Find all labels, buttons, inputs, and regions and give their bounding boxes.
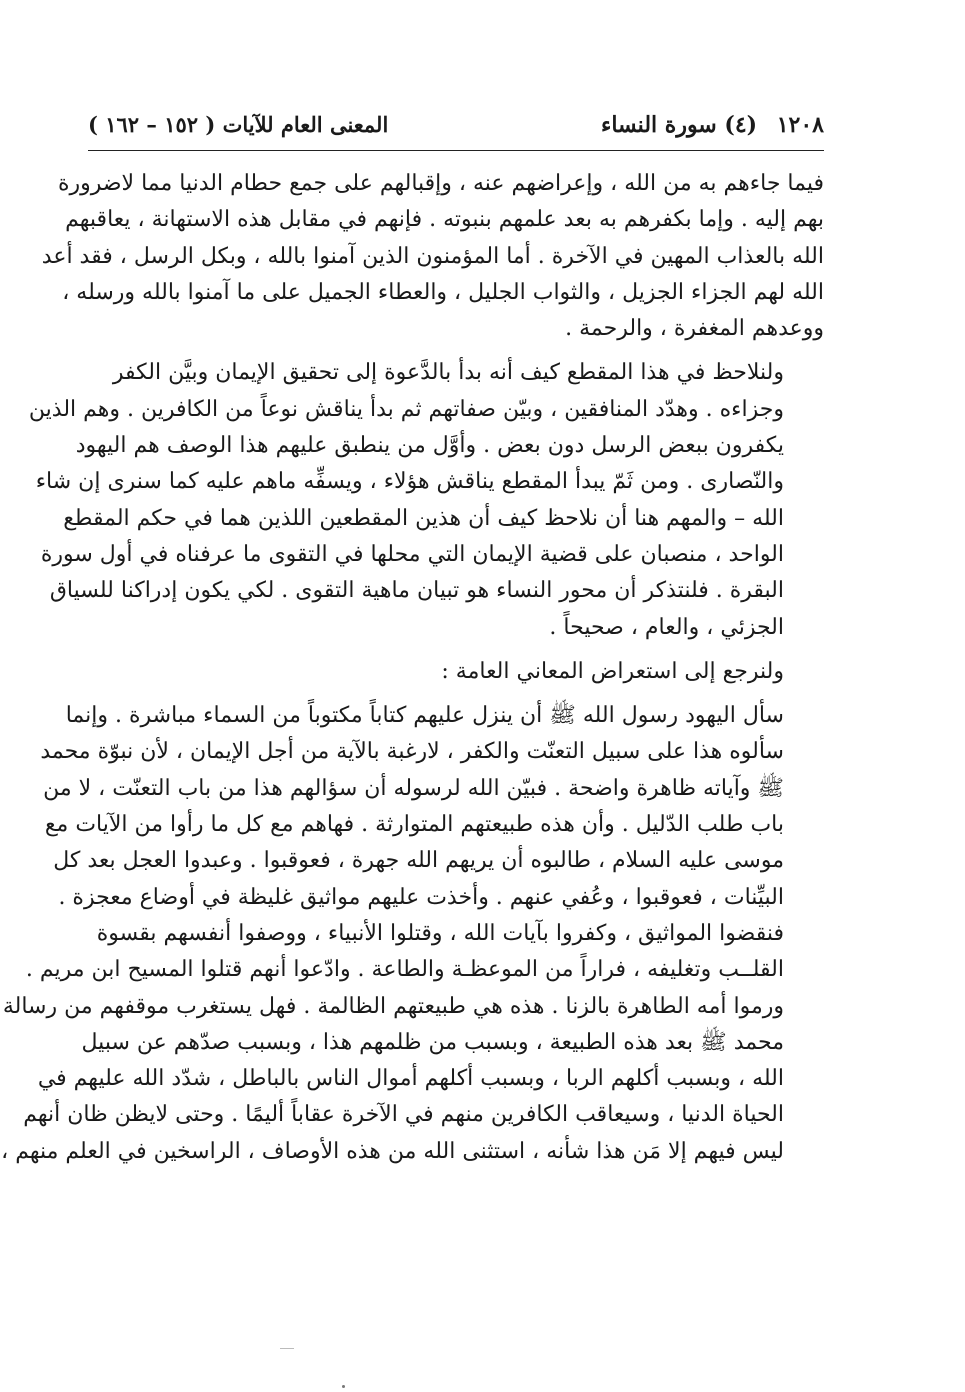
text-line: وجزاءه . وهدّد المنافقين ، وبيّن صفاتهم ثم بدأ يناقش نوعاً من الكافرين . وهم الذين <box>28 396 784 422</box>
text-line: محمد ﷺ بعد هذه الطبيعة ، وبسبب من ظلمهم هذا ، وبسبب صدّهم عن سبيل <box>81 1029 784 1055</box>
text-line: الله لهم الجزاء الجزيل ، والثواب الجليل ، والعطاء الجميل على ما آمنوا بالله ورسله ، <box>62 279 824 305</box>
header-divider <box>88 150 824 151</box>
text-line: سألوه هذا على سبيل التعنّت والكفر ، لارغبة بالآية من أجل الإيمان ، لأن نبوّة محمد <box>40 739 784 765</box>
text-line: الله ، وبسبب أكلهم الربا ، وبسبب أكلهم أموال الناس بالباطل ، شدّد الله عليهم في <box>37 1066 784 1092</box>
text-line: البيِّنات ، فعوقبوا ، وعُفي عنهم . وأخذت عليهم مواثيق غليظة في أوضاع معجزة . <box>58 884 784 910</box>
text-line: ليس فيهم إلا مَن هذا شأنه ، استثنى الله من هذه الأوصاف ، الراسخين في العلم منهم ، <box>1 1138 784 1164</box>
text-line: فنقضوا المواثيق ، وكفروا بآيات الله ، وقتلوا الأنبياء ، ووصفوا أنفسهم بقسوة <box>96 920 784 946</box>
text-line: بهم إليه . وإما بكفرهم به بعد علمهم بنبوته . فإنهم في مقابل هذه الاستهانة ، يعاقبهم <box>65 207 824 233</box>
text-line: القلــب وتغليفه ، فراراً من الموعظـة والطاعة . وادّعوا أنهم قتلوا المسيح ابن مريم . <box>25 957 784 983</box>
text-line: البقرة . فلنتذكر أن محور النساء هو تبيان ماهية التقوى . لكي يكون إدراكنا للسياق <box>49 578 784 604</box>
paragraph-2 <box>28 355 824 645</box>
text-line: ولنلاحظ في هذا المقطع كيف أنه بدأ بالدَّعوة إلى تحقيق الإيمان وبيَّن الكفر <box>112 360 784 386</box>
text-line: يكفرون ببعض الرسل دون بعض . وأوَّل من ينطبق عليهم هذا الوصف هم اليهود <box>75 433 784 459</box>
text-line: الله – والمهم هنا أن نلاحظ كيف أن هذين المقطعين اللذين هما في حكم المقطع <box>63 505 784 531</box>
text-line: الحياة الدنيا ، وسيعاقب الكافرين منهم في الآخرة عقاباً أليمًا . وحتى لايظن ظان أنهم <box>23 1102 784 1128</box>
scan-dot <box>342 1385 345 1388</box>
paragraph-4 <box>1 698 824 1170</box>
text-line: الجزئي ، والعام ، صحيحاً . <box>549 614 784 640</box>
text-line: والنّصارى . ومن ثَمّ يبدأ المقطع يناقش هؤلاء ، ويسفِّه ماهم عليه كما سنرى إن شاء <box>35 469 784 495</box>
text-line: الله بالعذاب المهين في الآخرة . أما المؤمنون الذين آمنوا بالله ، وبكل الرسل ، فقد أعد <box>41 243 824 269</box>
header-page-info <box>601 112 824 138</box>
scan-mark <box>280 1348 294 1349</box>
paragraph-3 <box>88 654 824 690</box>
text-line: ولنرجع إلى استعراض المعاني العامة : <box>441 658 784 684</box>
surah-name: (٤) سورة النساء <box>601 112 758 138</box>
text-line: باب طلب الدّليل . وأن هذه طبيعتهم المتوارثة . فهاهم مع كل ما رأوا من الآيات مع <box>44 812 784 838</box>
text-line: ورموا أمه الطاهرة بالزنا . هذه هي طبيعتهم الظالمة . فهل يستغرب موقفهم من رسالة <box>2 993 784 1019</box>
text-line: فيما جاءهم به من الله ، وإعراضهم عنه ، وإقبالهم على جمع حطام الدنيا مما لاضرورة <box>57 171 824 196</box>
section-title: المعنى العام للآيات ( ١٥٢ – ١٦٢ ) <box>88 112 389 137</box>
text-line: ووعدهم المغفرة ، والرحمة . <box>565 316 824 342</box>
text-line: ﷺ وآياته ظاهرة واضحة . فبيّن الله لرسوله أن سؤالهم هذا من باب التعنّت ، لا من <box>43 775 784 801</box>
text-line: الواحد ، منصبان على قضية الإيمان التي محلها في التقوى ما عرفناه في أول سورة <box>40 541 784 567</box>
page-body <box>1 166 824 1170</box>
paragraph-1 <box>41 166 824 347</box>
page-header <box>88 108 824 148</box>
text-line: موسى عليه السلام ، طالبوه أن يريهم الله جهرة ، فعوقبوا . وعبدوا العجل بعد كل <box>53 848 784 874</box>
page-number: ١٢٠٨ <box>776 112 824 138</box>
text-line: سأل اليهود رسول الله ﷺ أن ينزل عليهم كتاباً مكتوباً من السماء مباشرة . وإنما <box>65 703 784 729</box>
